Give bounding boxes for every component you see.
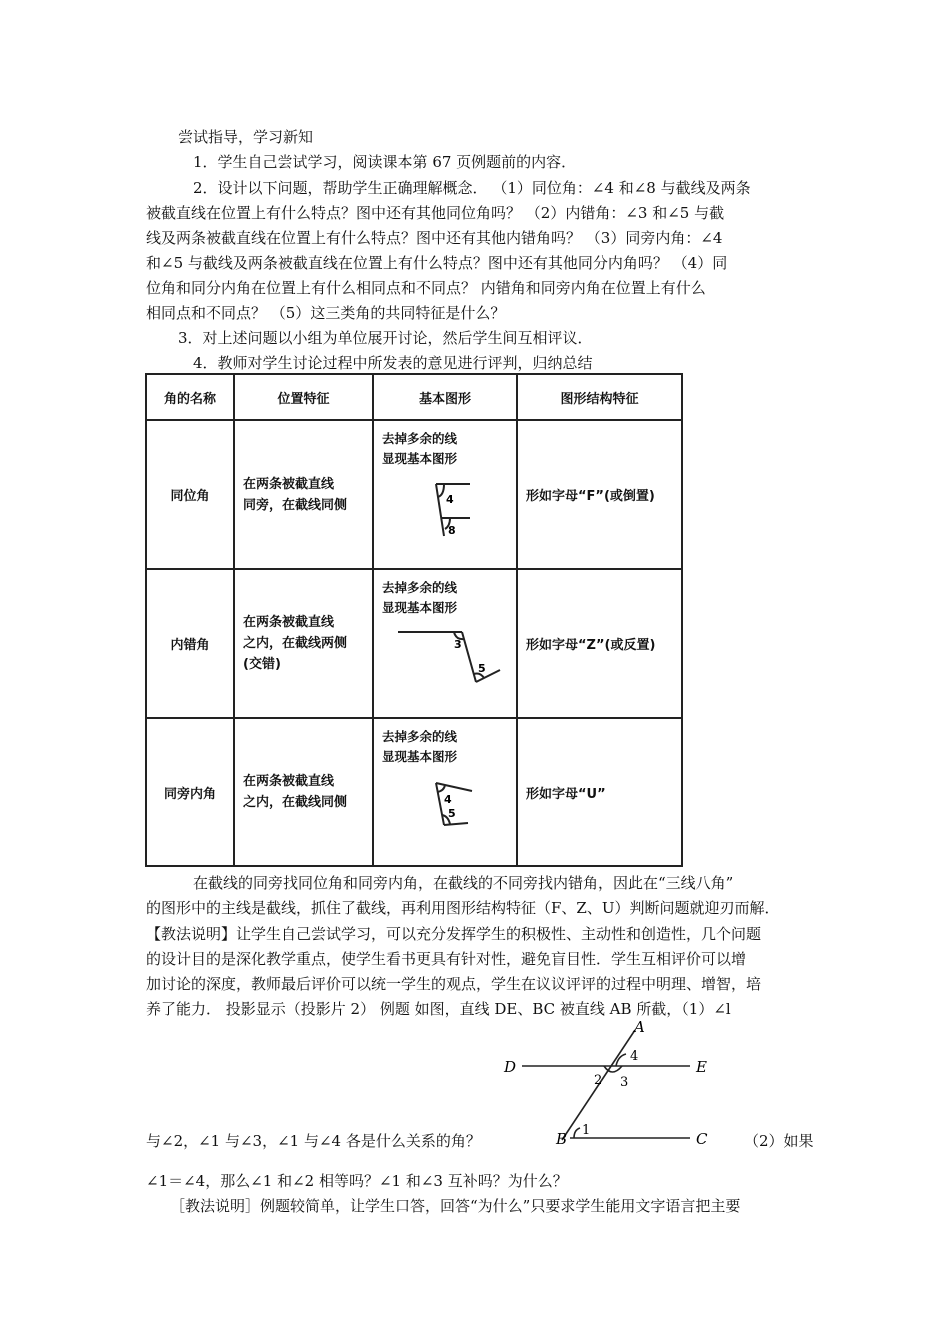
question-2: ∠1＝∠4，那么∠1 和∠2 相等吗？∠1 和∠3 互补吗？为什么？	[146, 1172, 568, 1190]
angle-name: 内错角	[146, 569, 234, 718]
teaching-note-line-1: 【教法说明】让学生自己尝试学习，可以充分发挥学生的积极性、主动性和创造性，几个问题	[146, 925, 762, 943]
co-interior-angles-figure	[374, 719, 518, 867]
angle-label-4: 4	[446, 493, 454, 506]
alternate-angles-figure	[374, 570, 518, 719]
example-diagram	[500, 1018, 720, 1153]
angle-label-2: 2	[594, 1073, 603, 1088]
table-header-row	[146, 374, 682, 420]
teaching-note-final: ［教法说明］例题较简单，让学生口答，回答“为什么”只要求学生能用文字语言把主要	[170, 1197, 741, 1215]
structure-feature: 形如字母“F”(或倒置)	[517, 420, 682, 569]
header-position: 位置特征	[234, 374, 373, 420]
paragraph-2-line-2: 被截直线在位置上有什么特点？图中还有其他同位角吗？ （2）内错角：∠3 和∠5 与截	[146, 204, 725, 222]
point-label-a: A	[634, 1018, 645, 1036]
header-angle-name: 角的名称	[146, 374, 234, 420]
angle-label-3: 3	[454, 638, 462, 651]
angle-label-4: 4	[444, 793, 452, 806]
teaching-note-line-3: 加讨论的深度，教师最后评价可以统一学生的观点，学生在议议评评的过程中明理、增智，培	[146, 975, 762, 993]
angle-name: 同位角	[146, 420, 234, 569]
position-line: 之内，在截线两侧	[243, 636, 348, 651]
question-1: 与∠2，∠1 与∠3，∠1 与∠4 各是什么关系的角？	[146, 1132, 481, 1150]
paragraph-1: 1．学生自己尝试学习，阅读课本第 67 页例题前的内容．	[193, 153, 577, 171]
angle-label-1: 1	[582, 1123, 591, 1138]
structure-feature: 形如字母“Z”(或反置)	[517, 569, 682, 718]
structure-feature: 形如字母“U”	[517, 718, 682, 866]
position-line: 在两条被截直线	[243, 615, 335, 630]
teaching-note-line-2: 的设计目的是深化教学重点，使学生看书更具有针对性，避免盲目性．学生互相评价可以增	[146, 950, 747, 968]
header-structure: 图形结构特征	[517, 374, 682, 420]
position-line: 在两条被截直线	[243, 476, 335, 492]
point-label-e: E	[696, 1058, 707, 1076]
angle-label-8: 8	[448, 524, 456, 537]
basic-figure	[373, 420, 517, 569]
paragraph-2-line-5: 位角和同分内角在位置上有什么相同点和不同点？ 内错角和同旁内角在位置上有什么	[146, 279, 706, 297]
figure-caption: 去掉多余的线 显现基本图形	[382, 580, 458, 615]
position-line: 之内，在截线同侧	[243, 795, 348, 810]
point-label-d: D	[504, 1058, 517, 1076]
position-feature	[234, 420, 373, 569]
point-label-b: B	[556, 1130, 568, 1148]
table-row	[146, 718, 682, 866]
example-line: 养了能力． 投影显示（投影片 2） 例题 如图，直线 DE、BC 被直线 AB 所截，（1）∠l	[146, 1000, 731, 1018]
position-feature	[234, 718, 373, 866]
basic-figure	[373, 569, 517, 718]
paragraph-4: 4．教师对学生讨论过程中所发表的意见进行评判，归纳总结	[193, 354, 593, 372]
question-2-start: （2）如果	[744, 1132, 814, 1150]
angle-label-3: 3	[620, 1075, 629, 1090]
paragraph-3: 3．对上述问题以小组为单位展开讨论，然后学生间互相评议．	[178, 329, 593, 347]
summary-line-1: 在截线的同旁找同位角和同旁内角，在截线的不同旁找内错角，因此在“三线八角”	[193, 874, 734, 892]
section-heading: 尝试指导，学习新知	[178, 128, 314, 146]
basic-figure	[373, 718, 517, 866]
table-row	[146, 569, 682, 718]
paragraph-2-line-3: 线及两条被截直线在位置上有什么特点？图中还有其他内错角吗？ （3）同旁内角：∠4	[146, 229, 723, 247]
angle-label-4: 4	[630, 1049, 639, 1064]
point-label-c: C	[696, 1130, 708, 1148]
angle-label-5: 5	[478, 662, 486, 675]
figure-caption: 去掉多余的线 显现基本图形	[382, 729, 458, 764]
angle-name: 同旁内角	[146, 718, 234, 866]
figure-caption: 去掉多余的线 显现基本图形	[382, 431, 458, 466]
corresponding-angles-figure	[374, 421, 518, 570]
paragraph-2-line-1: 2．设计以下问题，帮助学生正确理解概念． （1）同位角：∠4 和∠8 与截线及两条	[193, 179, 751, 197]
position-line: (交错)	[243, 657, 281, 672]
position-line: 同旁，在截线同侧	[243, 497, 348, 513]
paragraph-2-line-4: 和∠5 与截线及两条被截直线在位置上有什么特点？图中还有其他同分内角吗？ （4）同	[146, 254, 728, 272]
paragraph-2-line-6: 相同点和不同点？ （5）这三类角的共同特征是什么？	[146, 304, 506, 322]
position-line: 在两条被截直线	[243, 774, 335, 789]
angle-label-5: 5	[448, 807, 456, 820]
summary-line-2: 的图形中的主线是截线，抓住了截线，再利用图形结构特征（F、Z、U）判断问题就迎刃而解．	[146, 899, 780, 917]
position-feature	[234, 569, 373, 718]
angle-types-table	[145, 373, 681, 865]
header-figure: 基本图形	[373, 374, 517, 420]
table-row	[146, 420, 682, 569]
